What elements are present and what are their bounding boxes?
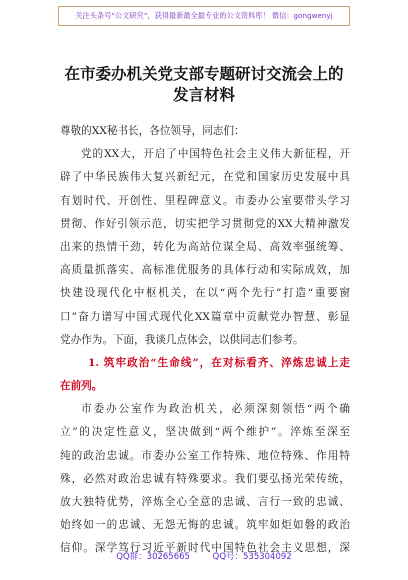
paragraph-line: 有划时代、开创性、里程碑意义。市委办公室要带头学习 <box>60 194 350 207</box>
qq-number-text: QQ号：535304092 <box>212 552 292 562</box>
paragraph-line: 贯彻、作好引领示范，切实把学习贯彻党的XX大精神激发 <box>60 217 350 230</box>
paragraph-line: 出来的热情干劲，转化为高站位谋全局、高效率强统筹、 <box>60 240 350 253</box>
paragraph-line: 放大独特优势，淬炼全心全意的忠诚、言行一致的忠诚、 <box>60 496 350 508</box>
salutation: 尊敬的XX秘书长，各位领导，同志们： <box>60 125 245 137</box>
document-body <box>60 120 350 561</box>
paragraph-line: 高质量抓落实、高标准优服务的具体行动和实际成效，加 <box>60 264 350 277</box>
paragraph-line: 纯的政治忠诚。市委办公室工作特殊、地位特殊、作用特 <box>60 449 350 462</box>
paragraph-line: 辟了中华民族伟大复兴新纪元，在党和国家历史发展中具 <box>60 171 350 184</box>
paragraph-line: 党的XX大，开启了中国特色社会主义伟大新征程，开 <box>81 148 350 161</box>
title-line-1: 在市委办机关党支部专题研讨交流会上的 <box>64 65 344 83</box>
paragraph-line: 快建设现代化中枢机关，在以“两个先行”打造“重要窗 <box>60 287 350 300</box>
paragraph-line: 信仰。深学笃行习近平新时代中国特色社会主义思想，深 <box>60 542 350 555</box>
document-title <box>40 64 368 106</box>
section-heading-1-cont: 在前列。 <box>60 380 103 393</box>
title-line-2: 发言材料 <box>172 86 235 104</box>
paragraph-line: 党办作为。下面，我谈几点体会，以供同志们参考。 <box>60 333 304 346</box>
paragraph-line: 口”奋力谱写中国式现代化XX篇章中贡献党办智慧、彰显 <box>60 310 350 323</box>
paragraph-line: 殊，必然对政治忠诚有特殊要求。我们要弘扬光荣传统， <box>60 472 350 485</box>
contact-footer <box>0 550 408 562</box>
section-heading-1: 1. 筑牢政治“生命线”，在对标看齐、淬炼忠诚上走 <box>88 356 350 369</box>
paragraph-line: 市委办公室作为政治机关，必须深刻领悟“两个确 <box>81 403 350 416</box>
promo-banner-text: 关注头条号“公文研究”，获得最新最全最专业的公文资料库！ 微信：gongwenyj <box>75 11 333 20</box>
qq-group-text: QQ群：30265665 <box>116 552 190 562</box>
promo-banner <box>58 6 350 26</box>
paragraph-line: 始终如一的忠诚、无怨无悔的忠诚。筑牢如炬如磐的政治 <box>60 519 350 532</box>
paragraph-line: 立”的决定性意义，坚决做到“两个维护”。淬炼至深至 <box>60 426 350 439</box>
